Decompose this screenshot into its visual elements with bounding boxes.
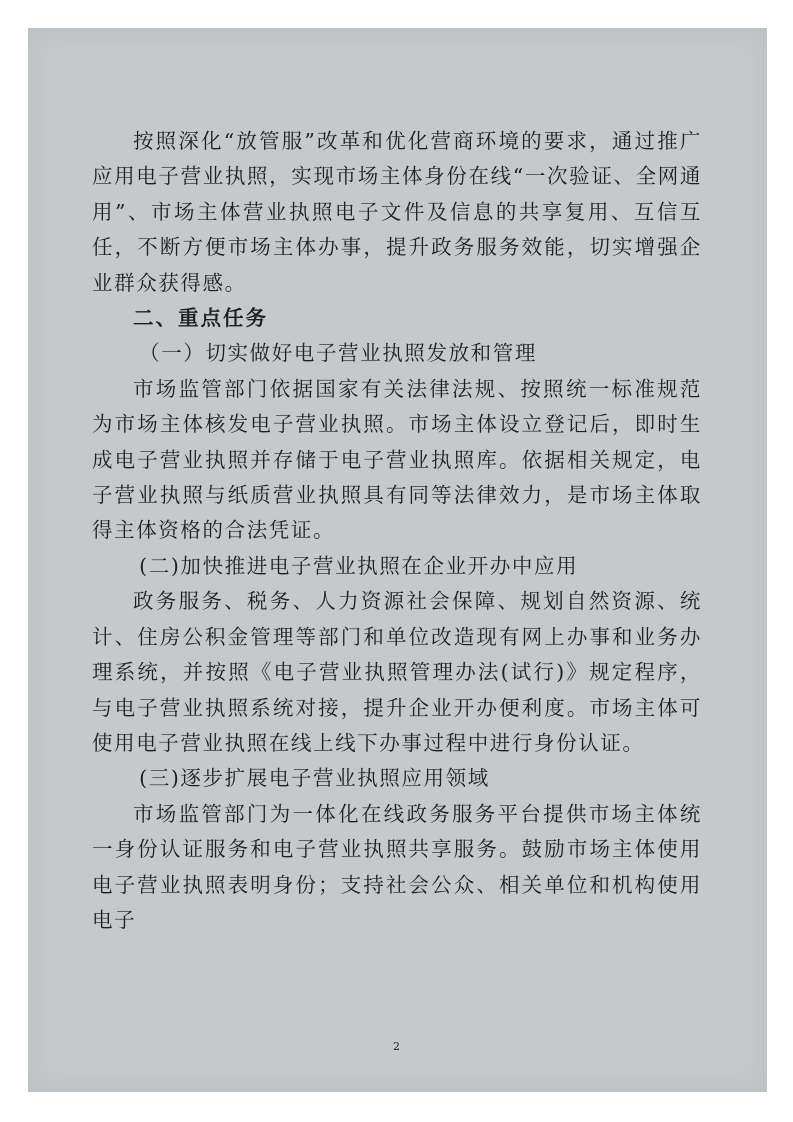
body-paragraph-3: 市场监管部门为一体化在线政务服务平台提供市场主体统一身份认证服务和电子营业执照共享服务。鼓励市场主体使用电子营业执照表明身份；支持社会公众、相关单位和机构使用电子 — [92, 801, 702, 932]
page-number: 2 — [393, 1040, 400, 1053]
body-paragraph-2: 政务服务、税务、人力资源社会保障、规划自然资源、统计、住房公积金管理等部门和单位改造现有网上办事和业务办理系统，并按照《电子营业执照管理办法(试行)》规定程序，与电子营业执照系统对接，提升企业开办便利度。市场主体可使用电子营业执照在线上线下办事过程中进行身份认证。 — [92, 589, 702, 755]
subsection-heading-1: （一）切实做好电子营业执照发放和管理 — [139, 341, 537, 366]
body-paragraph-1: 市场监管部门依据国家有关法律法规、按照统一标准规范为市场主体核发电子营业执照。市场主体设立登记后，即时生成电子营业执照并存储于电子营业执照库。依据相关规定，电子营业执照与纸质营业执照具有同等法律效力，是市场主体取得主体资格的合法凭证。 — [92, 376, 702, 543]
subsection-heading-3: (三)逐步扩展电子营业执照应用领域 — [139, 766, 490, 791]
document-body — [92, 124, 702, 938]
intro-paragraph: 按照深化“放管服”改革和优化营商环境的要求，通过推广应用电子营业执照，实现市场主体身份在线“一次验证、全网通用”、市场主体营业执照电子文件及信息的共享复用、互信互任，不断方便市场主体办事，提升政务服务效能，切实增强企业群众获得感。 — [92, 129, 702, 295]
section-heading-key-tasks: 二、重点任务 — [133, 306, 268, 331]
subsection-heading-2: (二)加快推进电子营业执照在企业开办中应用 — [139, 553, 579, 578]
